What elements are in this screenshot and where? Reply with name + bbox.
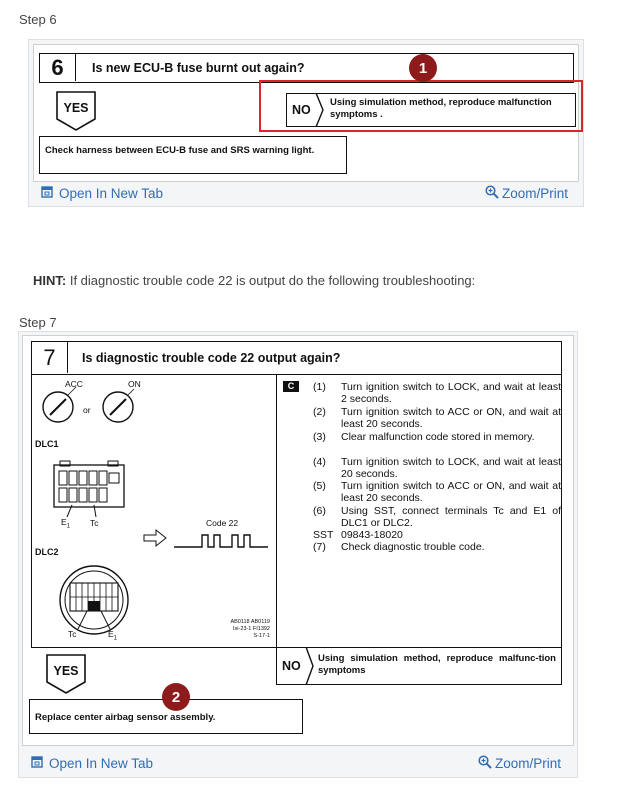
yes-action-text: Check harness between ECU-B fuse and SRS warning light.: [45, 145, 315, 156]
highlight-box: [259, 80, 583, 132]
tc-label-dlc1: Tc: [90, 518, 99, 528]
question-box: [39, 53, 574, 83]
hint-prefix: HINT:: [33, 273, 67, 288]
zoom-print-link[interactable]: [478, 755, 561, 772]
yes-action-text: Replace center airbag sensor assembly.: [35, 712, 216, 723]
code22-label: Code 22: [206, 518, 239, 528]
zoom-icon: [485, 185, 499, 202]
yes-label: YES: [53, 664, 79, 678]
procedure-panel: C (1) Turn ignition switch to LOCK, and wait at least 2 seconds. (2) Turn ignition switch to ACC or ON, and wait at least 20 seconds. (3) Clear malfunction code stored in memory. (4) Turn ignition switch to LOCK, and wait at least 20 seconds. (5) Turn ignition switch to ACC or ON, and wait at least 20 seconds. (6) Using SST, connect terminals Tc and E1 of DLC1 or DLC2. SST 09843-18020 (7) Check diagnostic trouble code.: [276, 374, 562, 648]
step-7-label: Step 7: [19, 315, 57, 330]
e1-label-dlc2: $E_1$: [108, 629, 118, 642]
zoom-print-link[interactable]: [485, 185, 568, 202]
callout-2: 2: [162, 683, 190, 711]
question-text: Is diagnostic trouble code 22 output again?: [82, 351, 341, 365]
step-6-figure: [33, 44, 579, 182]
figure-refs: AB0118 AB0119 Isi-23-1 FI1392 S-17-1: [230, 619, 270, 639]
hint-body: If diagnostic trouble code 22 is output do the following troubleshooting:: [66, 273, 476, 288]
or-label: or: [83, 405, 91, 415]
hint-text: [33, 273, 475, 288]
yes-label: YES: [63, 101, 89, 115]
c-badge: C: [283, 381, 299, 392]
open-in-new-tab-link[interactable]: [41, 186, 163, 201]
tc-label-dlc2: Tc: [68, 629, 77, 639]
no-label: NO: [292, 103, 311, 117]
e1-label-dlc1: $E_1$: [61, 517, 71, 530]
step-7-figure: [22, 335, 574, 746]
no-action-text: Using simulation method, reproduce malfunc-tion symptoms: [318, 653, 556, 676]
dlc2-label: DLC2: [35, 547, 59, 557]
question-box: [31, 341, 562, 375]
connector-diagram: [32, 375, 276, 647]
open-tab-icon: [41, 186, 53, 201]
question-text: Is new ECU-B fuse burnt out again?: [92, 61, 305, 75]
callout-1: 1: [409, 54, 437, 82]
zoom-label: Zoom/Print: [495, 756, 562, 771]
zoom-icon: [478, 755, 492, 772]
open-tab-label: Open In New Tab: [49, 756, 154, 771]
open-in-new-tab-link[interactable]: [31, 756, 153, 771]
no-action-text: Using simulation method, reproduce malfunction symptoms .: [330, 97, 552, 120]
yes-action-box: [39, 136, 347, 174]
open-tab-icon: [31, 756, 43, 771]
step-number: 7: [32, 342, 68, 373]
on-label: ON: [128, 379, 141, 389]
step-6-card: [28, 39, 584, 207]
step-number: 6: [40, 54, 76, 81]
step-7-card: [18, 331, 578, 778]
no-label: NO: [282, 659, 301, 673]
step-6-label: Step 6: [19, 12, 57, 27]
open-tab-label: Open In New Tab: [59, 186, 164, 201]
diagram-panel: [31, 374, 277, 648]
zoom-label: Zoom/Print: [502, 186, 569, 201]
acc-label: ACC: [65, 379, 83, 389]
dlc1-label: DLC1: [35, 439, 59, 449]
